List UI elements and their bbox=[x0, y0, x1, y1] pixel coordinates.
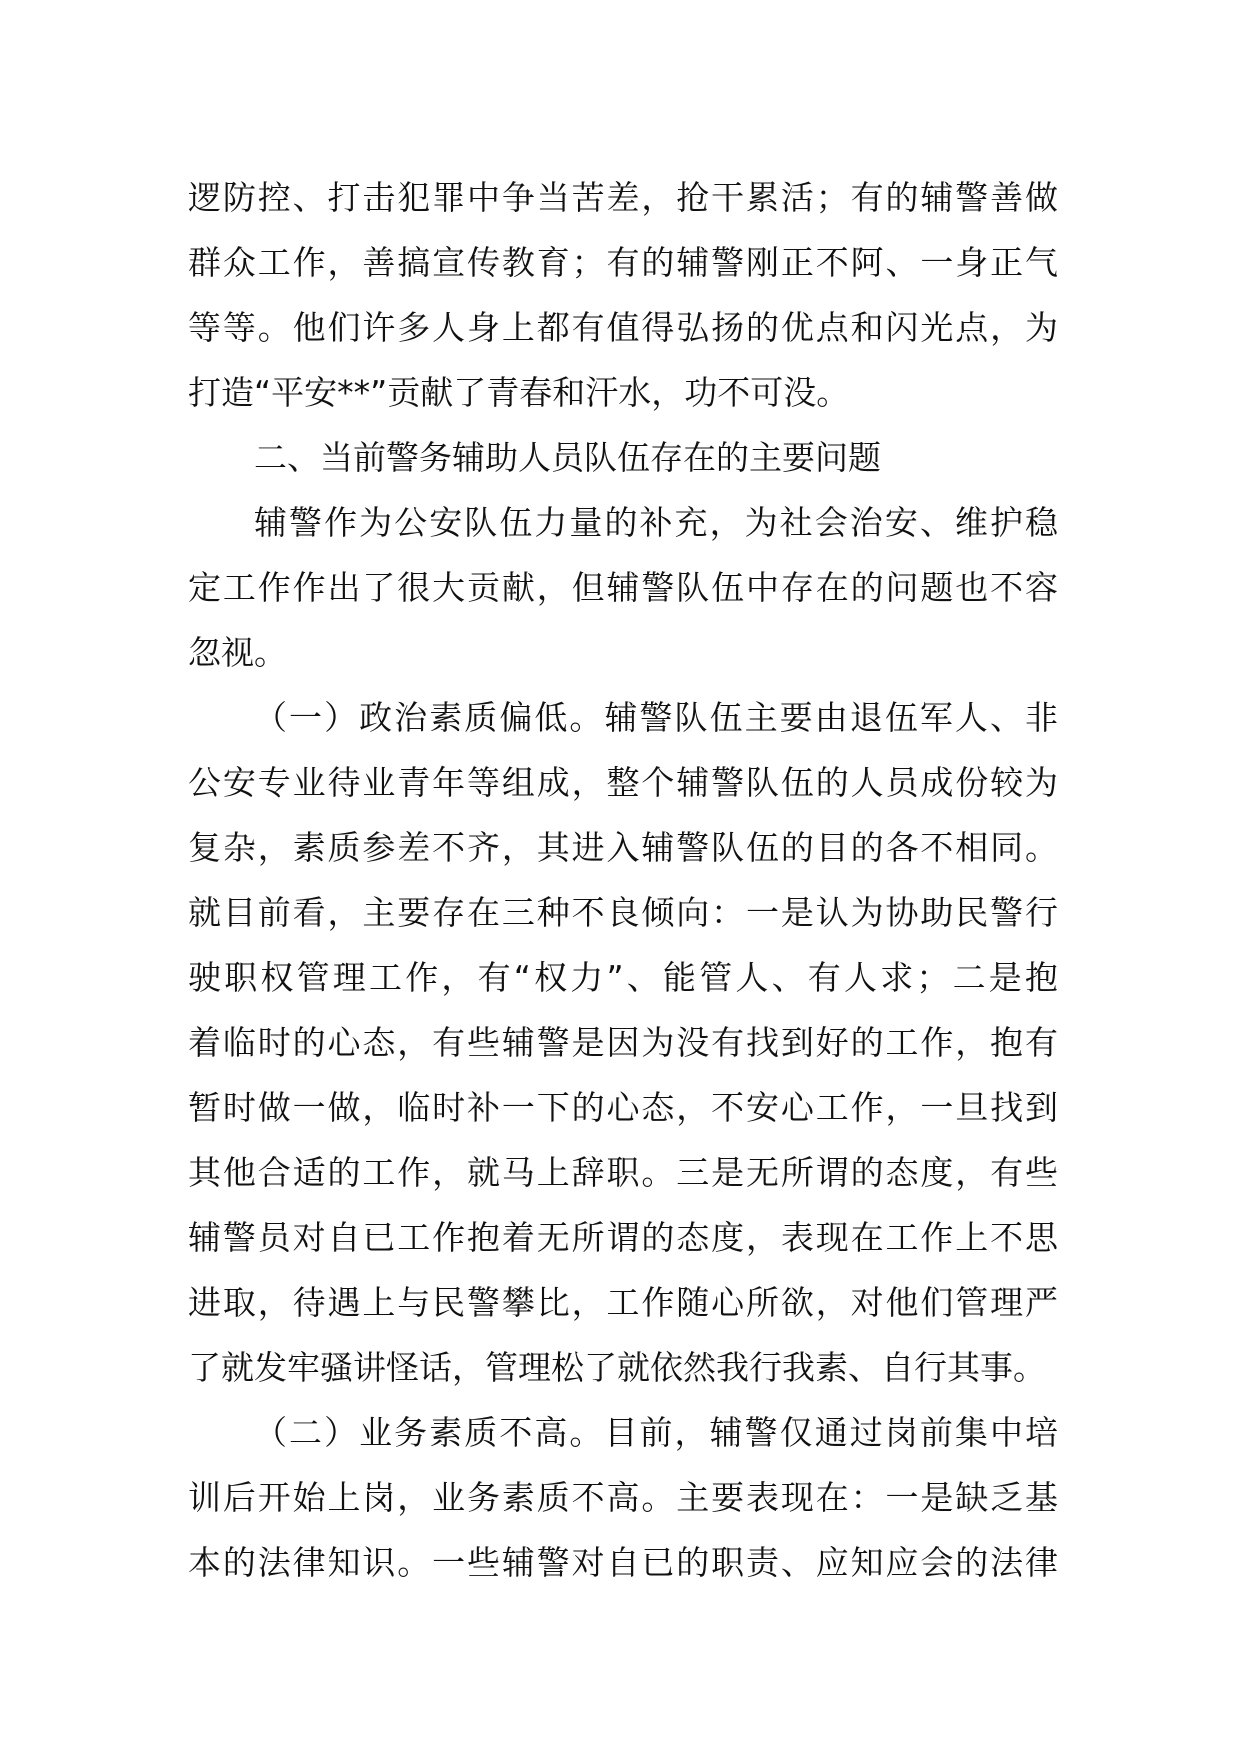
paragraph-line: 公安专业待业青年等组成，整个辅警队伍的人员成份较为 bbox=[188, 763, 1058, 802]
paragraph-line: 训后开始上岗，业务素质不高。主要表现在：一是缺乏基 bbox=[188, 1478, 1058, 1517]
paragraph-line: （二）业务素质不高。目前，辅警仅通过岗前集中培 bbox=[254, 1413, 1058, 1452]
paragraph-line: 驶职权管理工作，有“权力”、能管人、有人求；二是抱 bbox=[188, 958, 1058, 997]
paragraph-line: 进取，待遇上与民警攀比，工作随心所欲，对他们管理严 bbox=[188, 1283, 1058, 1322]
paragraph-line: 忽视。 bbox=[188, 633, 287, 672]
paragraph-line: 了就发牢骚讲怪话，管理松了就依然我行我素、自行其事。 bbox=[188, 1348, 1046, 1387]
paragraph-line: 暂时做一做，临时补一下的心态，不安心工作，一旦找到 bbox=[188, 1088, 1058, 1127]
paragraph-line: 就目前看，主要存在三种不良倾向：一是认为协助民警行 bbox=[188, 893, 1058, 932]
body-text bbox=[188, 165, 1058, 1595]
paragraph-line: 逻防控、打击犯罪中争当苦差，抢干累活；有的辅警善做 bbox=[188, 178, 1058, 217]
paragraph-line: 其他合适的工作，就马上辞职。三是无所谓的态度，有些 bbox=[188, 1153, 1058, 1192]
paragraph-line: 群众工作，善搞宣传教育；有的辅警刚正不阿、一身正气 bbox=[188, 243, 1058, 282]
section-heading: 二、当前警务辅助人员队伍存在的主要问题 bbox=[254, 438, 881, 477]
paragraph-line: 打造“平安**”贡献了青春和汗水，功不可没。 bbox=[188, 373, 850, 412]
paragraph-line: 本的法律知识。一些辅警对自已的职责、应知应会的法律 bbox=[188, 1543, 1058, 1582]
paragraph-line: 复杂，素质参差不齐，其进入辅警队伍的目的各不相同。 bbox=[188, 828, 1058, 867]
paragraph-line: 着临时的心态，有些辅警是因为没有找到好的工作，抱有 bbox=[188, 1023, 1058, 1062]
paragraph-line: 辅警员对自已工作抱着无所谓的态度，表现在工作上不思 bbox=[188, 1218, 1058, 1257]
paragraph-line: 辅警作为公安队伍力量的补充，为社会治安、维护稳 bbox=[254, 503, 1058, 542]
paragraph-line: （一）政治素质偏低。辅警队伍主要由退伍军人、非 bbox=[254, 698, 1058, 737]
paragraph-line: 等等。他们许多人身上都有值得弘扬的优点和闪光点，为 bbox=[188, 308, 1058, 347]
paragraph-line: 定工作作出了很大贡献，但辅警队伍中存在的问题也不容 bbox=[188, 568, 1058, 607]
